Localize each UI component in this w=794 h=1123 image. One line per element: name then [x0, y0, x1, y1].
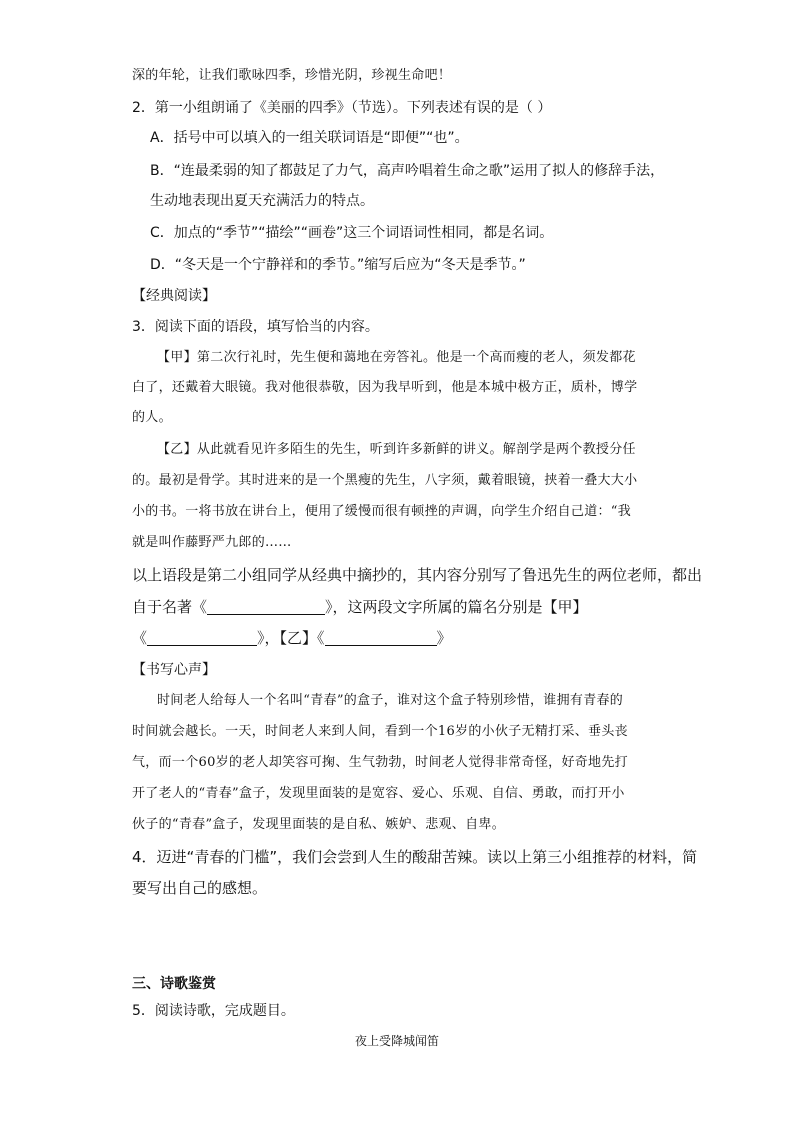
passage-yi-line: 小的书。一将书放在讲台上，便用了缓慢而很有顿挫的声调，向学生介绍自己道：“我: [132, 504, 632, 519]
question-5: 5．阅读诗歌，完成题目。: [132, 1003, 295, 1019]
answer-blank-book[interactable]: [207, 598, 325, 615]
option-d: D．“冬天是一个宁静祥和的季节。”缩写后应为“冬天是季节。”: [150, 257, 526, 273]
fill-prompt-line3: [132, 628, 452, 648]
question-2: 2．第一小组朗诵了《美丽的四季》（节选）。下列表述有误的是（ ）: [132, 100, 552, 116]
passage-yi-line: 就是叫作藤野严九郎的……: [132, 535, 292, 550]
option-b: B．“连最柔弱的知了都鼓足了力气，高声吟唱着生命之歌”运用了拟人的修辞手法，: [150, 163, 665, 179]
passage-jia-line: 【甲】第二次行礼时，先生便和蔼地在旁答礼。他是一个高而瘦的老人，须发都花: [157, 350, 636, 365]
poem-title: 夜上受降城闻笛: [354, 1034, 439, 1048]
passage-jia-line: 的人。: [132, 410, 172, 425]
material-line: 时间就会越长。一天，时间老人来到人间，看到一个16岁的小伙子无精打采、垂头丧: [132, 724, 628, 739]
answer-blank-jia[interactable]: [147, 629, 257, 646]
fill-prompt-text: 《: [132, 629, 148, 647]
fill-prompt-text: 》，这两段文字所属的篇名分别是【甲】: [325, 598, 588, 616]
material-line: 气，而一个60岁的老人却笑容可掬、生气勃勃，时间老人觉得非常奇怪，好奇地先打: [132, 755, 628, 770]
fill-prompt-text: 》，【乙】《: [257, 629, 325, 647]
option-a: A．括号中可以填入的一组关联词语是“即便”“也”。: [150, 130, 469, 146]
passage-yi-line: 的。最初是骨学。其时进来的是一个黑瘦的先生，八字须，戴着眼镜，挟着一叠大大小: [132, 473, 638, 488]
section-poetry: 三、诗歌鉴赏: [132, 976, 216, 992]
section-write: 【书写心声】: [132, 662, 216, 678]
fill-prompt-text: 》: [436, 629, 452, 647]
fill-prompt: 以上语段是第二小组同学从经典中摘抄的，其内容分别写了鲁迅先生的两位老师，都出: [132, 566, 703, 584]
question-4-cont: 要写出自己的感想。: [132, 879, 268, 897]
fill-prompt-text: 自于名著《: [132, 598, 208, 616]
question-4: 4．迈进“青春的门槛”，我们会尝到人生的酸甜苦辣。读以上第三小组推荐的材料，简: [132, 848, 698, 866]
option-b-cont: 生动地表现出夏天充满活力的特点。: [150, 193, 374, 209]
material-line: 伙子的“青春”盒子，发现里面装的是自私、嫉妒、悲观、自卑。: [132, 817, 505, 832]
fill-prompt-line2: [132, 597, 588, 617]
passage-jia-line: 白了，还戴着大眼镜。我对他很恭敬，因为我早听到，他是本城中极方正，质朴，博学: [132, 380, 638, 395]
text-line: 深的年轮，让我们歌咏四季，珍惜光阴，珍视生命吧！: [132, 68, 452, 83]
material-line: 时间老人给每人一个名叫“青春”的盒子，谁对这个盒子特别珍惜，谁拥有青春的: [157, 693, 624, 708]
answer-blank-yi[interactable]: [325, 629, 437, 646]
section-classic-reading: 【经典阅读】: [132, 288, 216, 304]
question-3: 3．阅读下面的语段，填写恰当的内容。: [132, 319, 379, 335]
passage-yi-line: 【乙】从此就看见许多陌生的先生，听到许多新鲜的讲义。解剖学是两个教授分任: [157, 442, 636, 457]
option-c: C．加点的“季节”“描绘”“画卷”这三个词语词性相同，都是名词。: [150, 225, 554, 241]
material-line: 开了老人的“青春”盒子，发现里面装的是宽容、爱心、乐观、自信、勇敢，而打开小: [132, 786, 625, 801]
